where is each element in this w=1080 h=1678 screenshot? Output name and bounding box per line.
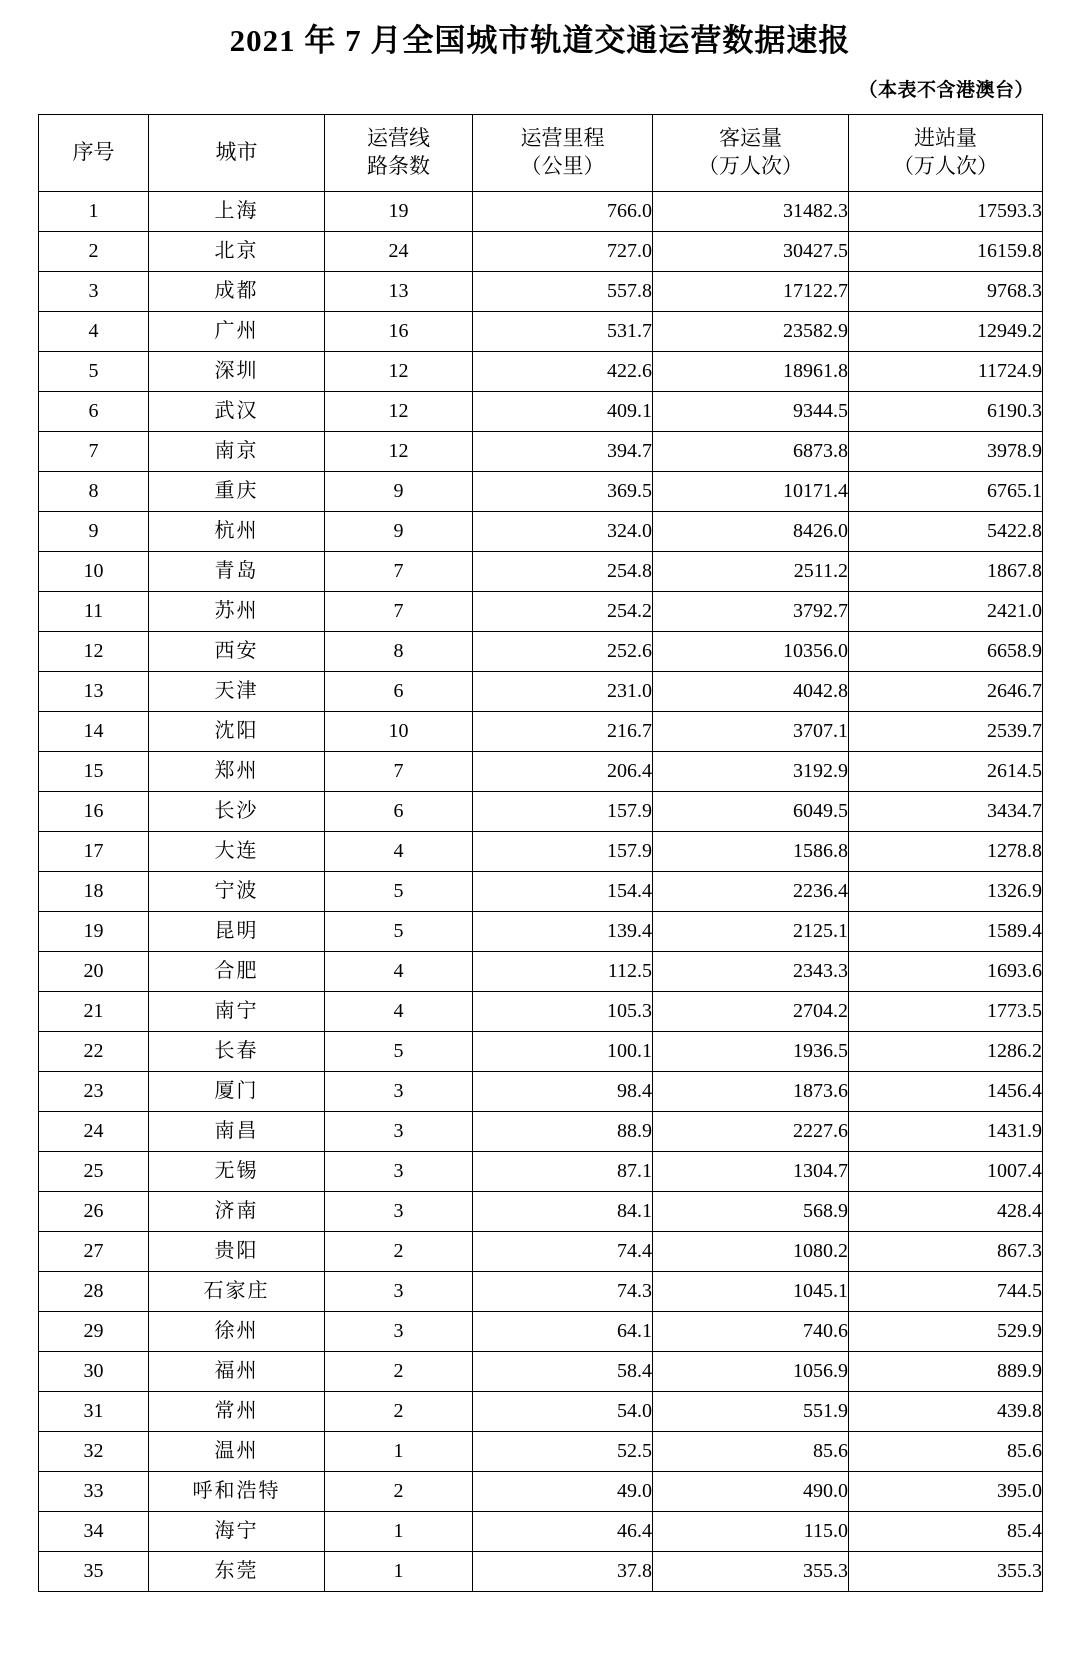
cell-city: 南宁 (149, 991, 325, 1031)
cell-mileage: 422.6 (473, 351, 653, 391)
cell-lines: 5 (325, 1031, 473, 1071)
cell-city: 青岛 (149, 551, 325, 591)
cell-lines: 4 (325, 991, 473, 1031)
cell-mileage: 254.2 (473, 591, 653, 631)
table-row (39, 711, 1043, 751)
cell-passenger-volume: 85.6 (653, 1431, 849, 1471)
table-row (39, 1111, 1043, 1151)
cell-city: 温州 (149, 1431, 325, 1471)
cell-mileage: 557.8 (473, 271, 653, 311)
cell-index: 14 (39, 711, 149, 751)
cell-index: 2 (39, 231, 149, 271)
cell-index: 13 (39, 671, 149, 711)
cell-lines: 2 (325, 1471, 473, 1511)
cell-passenger-volume: 17122.7 (653, 271, 849, 311)
table-row (39, 191, 1043, 231)
table-row (39, 351, 1043, 391)
cell-city: 天津 (149, 671, 325, 711)
table-row (39, 1351, 1043, 1391)
metro-operations-table (38, 114, 1043, 1592)
cell-lines: 3 (325, 1071, 473, 1111)
cell-mileage: 252.6 (473, 631, 653, 671)
cell-passenger-volume: 2236.4 (653, 871, 849, 911)
cell-lines: 7 (325, 751, 473, 791)
cell-city: 郑州 (149, 751, 325, 791)
cell-lines: 13 (325, 271, 473, 311)
cell-lines: 9 (325, 471, 473, 511)
cell-lines: 4 (325, 951, 473, 991)
cell-city: 沈阳 (149, 711, 325, 751)
cell-entries: 17593.3 (849, 191, 1043, 231)
table-row (39, 1551, 1043, 1591)
column-header-city-line1: 城市 (215, 140, 258, 165)
cell-passenger-volume: 2704.2 (653, 991, 849, 1031)
table-row (39, 671, 1043, 711)
cell-entries: 529.9 (849, 1311, 1043, 1351)
cell-mileage: 409.1 (473, 391, 653, 431)
cell-passenger-volume: 1056.9 (653, 1351, 849, 1391)
cell-city: 无锡 (149, 1151, 325, 1191)
table-row (39, 631, 1043, 671)
cell-city: 常州 (149, 1391, 325, 1431)
cell-lines: 3 (325, 1311, 473, 1351)
cell-city: 宁波 (149, 871, 325, 911)
cell-passenger-volume: 6049.5 (653, 791, 849, 831)
column-header-mileage (473, 114, 653, 191)
cell-mileage: 324.0 (473, 511, 653, 551)
cell-entries: 2421.0 (849, 591, 1043, 631)
cell-entries: 16159.8 (849, 231, 1043, 271)
cell-mileage: 157.9 (473, 791, 653, 831)
cell-mileage: 100.1 (473, 1031, 653, 1071)
cell-entries: 1867.8 (849, 551, 1043, 591)
cell-index: 4 (39, 311, 149, 351)
table-row (39, 1031, 1043, 1071)
cell-entries: 355.3 (849, 1551, 1043, 1591)
column-header-lines (325, 114, 473, 191)
cell-lines: 10 (325, 711, 473, 751)
cell-city: 北京 (149, 231, 325, 271)
cell-city: 东莞 (149, 1551, 325, 1591)
table-row (39, 1231, 1043, 1271)
cell-lines: 1 (325, 1431, 473, 1471)
cell-passenger-volume: 10356.0 (653, 631, 849, 671)
table-body (39, 191, 1043, 1591)
cell-entries: 9768.3 (849, 271, 1043, 311)
table-row (39, 911, 1043, 951)
table-row (39, 951, 1043, 991)
cell-city: 上海 (149, 191, 325, 231)
cell-city: 长春 (149, 1031, 325, 1071)
column-header-index (39, 114, 149, 191)
cell-index: 20 (39, 951, 149, 991)
cell-index: 19 (39, 911, 149, 951)
cell-lines: 5 (325, 911, 473, 951)
cell-passenger-volume: 568.9 (653, 1191, 849, 1231)
cell-passenger-volume: 3707.1 (653, 711, 849, 751)
table-header-row (39, 114, 1043, 191)
cell-mileage: 84.1 (473, 1191, 653, 1231)
cell-city: 合肥 (149, 951, 325, 991)
cell-entries: 1326.9 (849, 871, 1043, 911)
cell-lines: 5 (325, 871, 473, 911)
cell-mileage: 74.3 (473, 1271, 653, 1311)
table-row (39, 271, 1043, 311)
cell-index: 26 (39, 1191, 149, 1231)
cell-index: 16 (39, 791, 149, 831)
cell-index: 32 (39, 1431, 149, 1471)
cell-entries: 6190.3 (849, 391, 1043, 431)
column-header-entries (849, 114, 1043, 191)
cell-passenger-volume: 30427.5 (653, 231, 849, 271)
cell-entries: 889.9 (849, 1351, 1043, 1391)
cell-passenger-volume: 18961.8 (653, 351, 849, 391)
cell-lines: 7 (325, 591, 473, 631)
cell-lines: 2 (325, 1351, 473, 1391)
cell-city: 长沙 (149, 791, 325, 831)
cell-lines: 12 (325, 431, 473, 471)
cell-index: 7 (39, 431, 149, 471)
cell-index: 15 (39, 751, 149, 791)
cell-lines: 2 (325, 1231, 473, 1271)
cell-entries: 85.4 (849, 1511, 1043, 1551)
cell-passenger-volume: 10171.4 (653, 471, 849, 511)
column-header-passenger-volume-line2: （万人次） (698, 153, 803, 178)
cell-index: 21 (39, 991, 149, 1031)
cell-mileage: 206.4 (473, 751, 653, 791)
cell-entries: 2539.7 (849, 711, 1043, 751)
table-row (39, 871, 1043, 911)
cell-mileage: 52.5 (473, 1431, 653, 1471)
cell-index: 6 (39, 391, 149, 431)
cell-mileage: 49.0 (473, 1471, 653, 1511)
column-header-entries-line1: 进站量 (914, 126, 977, 151)
cell-index: 29 (39, 1311, 149, 1351)
table-row (39, 791, 1043, 831)
cell-lines: 8 (325, 631, 473, 671)
cell-city: 石家庄 (149, 1271, 325, 1311)
cell-index: 31 (39, 1391, 149, 1431)
cell-passenger-volume: 1936.5 (653, 1031, 849, 1071)
table-row (39, 471, 1043, 511)
table-row (39, 511, 1043, 551)
cell-city: 西安 (149, 631, 325, 671)
document-page (0, 22, 1080, 1678)
cell-mileage: 112.5 (473, 951, 653, 991)
cell-city: 昆明 (149, 911, 325, 951)
cell-entries: 1007.4 (849, 1151, 1043, 1191)
cell-passenger-volume: 740.6 (653, 1311, 849, 1351)
cell-index: 12 (39, 631, 149, 671)
column-header-lines-line1: 运营线 (367, 126, 430, 151)
cell-passenger-volume: 2343.3 (653, 951, 849, 991)
cell-mileage: 105.3 (473, 991, 653, 1031)
cell-index: 1 (39, 191, 149, 231)
column-header-passenger-volume (653, 114, 849, 191)
cell-entries: 744.5 (849, 1271, 1043, 1311)
table-row (39, 1151, 1043, 1191)
table-row (39, 1431, 1043, 1471)
cell-entries: 6658.9 (849, 631, 1043, 671)
column-header-mileage-line1: 运营里程 (520, 126, 605, 151)
cell-city: 苏州 (149, 591, 325, 631)
cell-entries: 1589.4 (849, 911, 1043, 951)
cell-mileage: 231.0 (473, 671, 653, 711)
cell-entries: 1456.4 (849, 1071, 1043, 1111)
cell-city: 重庆 (149, 471, 325, 511)
cell-city: 成都 (149, 271, 325, 311)
cell-mileage: 157.9 (473, 831, 653, 871)
cell-entries: 395.0 (849, 1471, 1043, 1511)
table-row (39, 991, 1043, 1031)
cell-index: 30 (39, 1351, 149, 1391)
cell-city: 大连 (149, 831, 325, 871)
cell-lines: 3 (325, 1111, 473, 1151)
cell-index: 3 (39, 271, 149, 311)
cell-passenger-volume: 2125.1 (653, 911, 849, 951)
cell-entries: 3978.9 (849, 431, 1043, 471)
cell-city: 南京 (149, 431, 325, 471)
cell-passenger-volume: 4042.8 (653, 671, 849, 711)
cell-lines: 1 (325, 1511, 473, 1551)
column-header-lines-line2: 路条数 (367, 153, 430, 178)
cell-index: 9 (39, 511, 149, 551)
cell-lines: 6 (325, 791, 473, 831)
cell-passenger-volume: 31482.3 (653, 191, 849, 231)
cell-mileage: 87.1 (473, 1151, 653, 1191)
cell-mileage: 766.0 (473, 191, 653, 231)
cell-mileage: 369.5 (473, 471, 653, 511)
cell-mileage: 64.1 (473, 1311, 653, 1351)
cell-lines: 9 (325, 511, 473, 551)
cell-index: 23 (39, 1071, 149, 1111)
column-header-mileage-line2: （公里） (520, 153, 605, 178)
cell-mileage: 139.4 (473, 911, 653, 951)
cell-passenger-volume: 490.0 (653, 1471, 849, 1511)
cell-entries: 12949.2 (849, 311, 1043, 351)
cell-lines: 3 (325, 1151, 473, 1191)
cell-passenger-volume: 8426.0 (653, 511, 849, 551)
table-note: （本表不含港澳台） (858, 79, 1034, 101)
cell-entries: 5422.8 (849, 511, 1043, 551)
cell-entries: 6765.1 (849, 471, 1043, 511)
cell-mileage: 216.7 (473, 711, 653, 751)
cell-passenger-volume: 6873.8 (653, 431, 849, 471)
column-header-passenger-volume-line1: 客运量 (719, 126, 782, 151)
cell-entries: 1693.6 (849, 951, 1043, 991)
cell-mileage: 54.0 (473, 1391, 653, 1431)
cell-city: 福州 (149, 1351, 325, 1391)
cell-mileage: 727.0 (473, 231, 653, 271)
table-row (39, 1271, 1043, 1311)
cell-passenger-volume: 1304.7 (653, 1151, 849, 1191)
table-row (39, 551, 1043, 591)
cell-entries: 85.6 (849, 1431, 1043, 1471)
cell-city: 呼和浩特 (149, 1471, 325, 1511)
cell-index: 11 (39, 591, 149, 631)
cell-index: 24 (39, 1111, 149, 1151)
cell-city: 徐州 (149, 1311, 325, 1351)
cell-index: 10 (39, 551, 149, 591)
cell-city: 海宁 (149, 1511, 325, 1551)
cell-lines: 2 (325, 1391, 473, 1431)
table-row (39, 1471, 1043, 1511)
cell-mileage: 46.4 (473, 1511, 653, 1551)
cell-lines: 16 (325, 311, 473, 351)
cell-entries: 1431.9 (849, 1111, 1043, 1151)
cell-passenger-volume: 3792.7 (653, 591, 849, 631)
cell-passenger-volume: 1080.2 (653, 1231, 849, 1271)
table-row (39, 1511, 1043, 1551)
cell-mileage: 98.4 (473, 1071, 653, 1111)
cell-passenger-volume: 1586.8 (653, 831, 849, 871)
table-row (39, 431, 1043, 471)
table-row (39, 1311, 1043, 1351)
cell-lines: 6 (325, 671, 473, 711)
cell-passenger-volume: 1873.6 (653, 1071, 849, 1111)
cell-lines: 24 (325, 231, 473, 271)
cell-lines: 7 (325, 551, 473, 591)
cell-passenger-volume: 23582.9 (653, 311, 849, 351)
cell-mileage: 531.7 (473, 311, 653, 351)
cell-city: 广州 (149, 311, 325, 351)
cell-lines: 4 (325, 831, 473, 871)
table-row (39, 311, 1043, 351)
cell-entries: 2614.5 (849, 751, 1043, 791)
cell-mileage: 88.9 (473, 1111, 653, 1151)
table-row (39, 231, 1043, 271)
cell-index: 35 (39, 1551, 149, 1591)
table-row (39, 831, 1043, 871)
cell-passenger-volume: 355.3 (653, 1551, 849, 1591)
cell-city: 厦门 (149, 1071, 325, 1111)
cell-index: 22 (39, 1031, 149, 1071)
cell-passenger-volume: 2227.6 (653, 1111, 849, 1151)
cell-index: 27 (39, 1231, 149, 1271)
column-header-entries-line2: （万人次） (893, 153, 998, 178)
cell-entries: 3434.7 (849, 791, 1043, 831)
cell-lines: 19 (325, 191, 473, 231)
cell-mileage: 74.4 (473, 1231, 653, 1271)
cell-passenger-volume: 1045.1 (653, 1271, 849, 1311)
cell-mileage: 154.4 (473, 871, 653, 911)
cell-index: 33 (39, 1471, 149, 1511)
cell-city: 武汉 (149, 391, 325, 431)
cell-passenger-volume: 115.0 (653, 1511, 849, 1551)
cell-passenger-volume: 3192.9 (653, 751, 849, 791)
cell-entries: 2646.7 (849, 671, 1043, 711)
cell-mileage: 394.7 (473, 431, 653, 471)
cell-index: 34 (39, 1511, 149, 1551)
cell-entries: 11724.9 (849, 351, 1043, 391)
cell-passenger-volume: 2511.2 (653, 551, 849, 591)
cell-city: 杭州 (149, 511, 325, 551)
cell-entries: 428.4 (849, 1191, 1043, 1231)
page-title: 2021 年 7 月全国城市轨道交通运营数据速报 (229, 23, 851, 58)
cell-mileage: 58.4 (473, 1351, 653, 1391)
cell-lines: 12 (325, 391, 473, 431)
cell-mileage: 254.8 (473, 551, 653, 591)
cell-index: 17 (39, 831, 149, 871)
cell-entries: 1286.2 (849, 1031, 1043, 1071)
cell-index: 28 (39, 1271, 149, 1311)
cell-index: 18 (39, 871, 149, 911)
cell-entries: 1773.5 (849, 991, 1043, 1031)
cell-city: 南昌 (149, 1111, 325, 1151)
cell-mileage: 37.8 (473, 1551, 653, 1591)
cell-index: 25 (39, 1151, 149, 1191)
cell-lines: 3 (325, 1191, 473, 1231)
cell-city: 深圳 (149, 351, 325, 391)
table-row (39, 391, 1043, 431)
table-row (39, 1391, 1043, 1431)
table-row (39, 591, 1043, 631)
table-row (39, 751, 1043, 791)
table-row (39, 1191, 1043, 1231)
cell-entries: 1278.8 (849, 831, 1043, 871)
cell-lines: 3 (325, 1271, 473, 1311)
cell-index: 8 (39, 471, 149, 511)
column-header-index-line1: 序号 (72, 140, 115, 165)
cell-entries: 439.8 (849, 1391, 1043, 1431)
cell-lines: 12 (325, 351, 473, 391)
cell-city: 贵阳 (149, 1231, 325, 1271)
cell-city: 济南 (149, 1191, 325, 1231)
cell-passenger-volume: 551.9 (653, 1391, 849, 1431)
table-row (39, 1071, 1043, 1111)
table-header (39, 114, 1043, 191)
column-header-city (149, 114, 325, 191)
cell-lines: 1 (325, 1551, 473, 1591)
cell-entries: 867.3 (849, 1231, 1043, 1271)
cell-passenger-volume: 9344.5 (653, 391, 849, 431)
cell-index: 5 (39, 351, 149, 391)
